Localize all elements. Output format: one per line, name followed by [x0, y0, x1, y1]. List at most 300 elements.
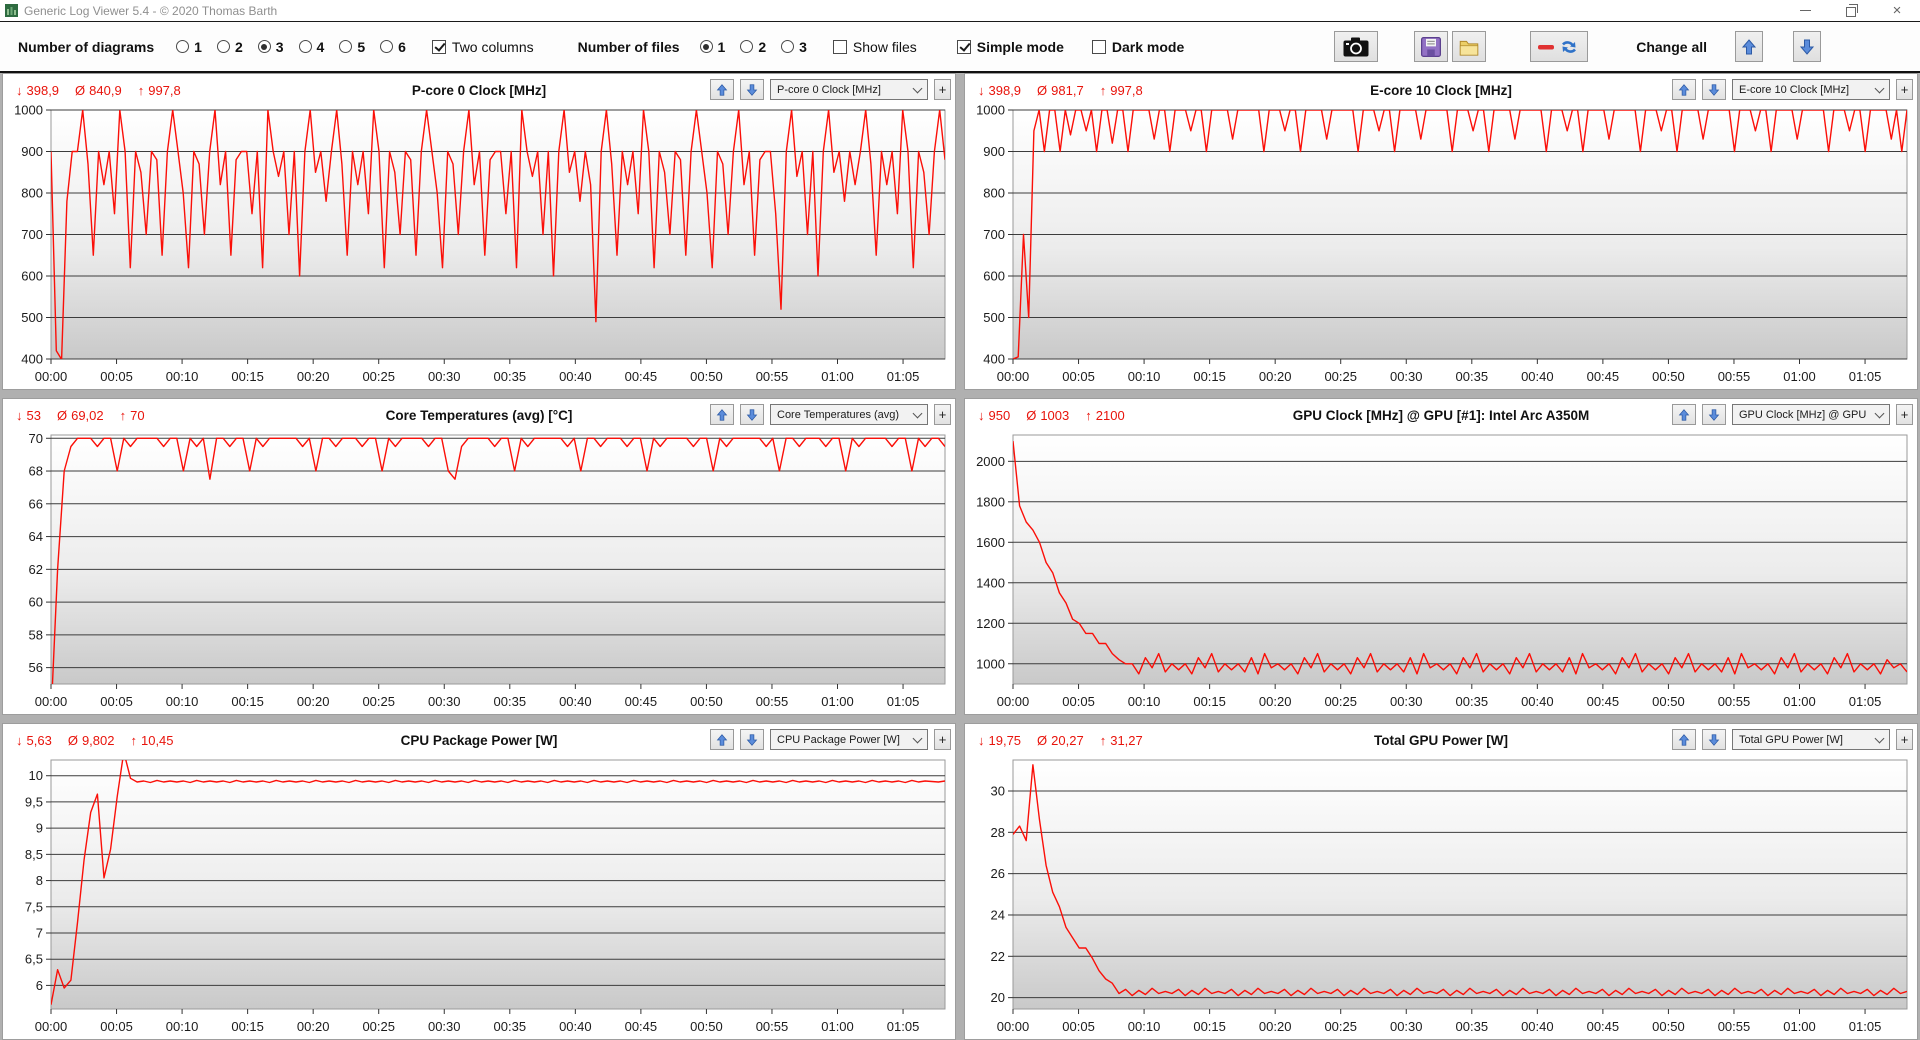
- stat-avg: 69,02: [71, 408, 104, 423]
- svg-text:00:50: 00:50: [1652, 1019, 1685, 1034]
- max-arrow-icon: ↑: [1085, 408, 1092, 423]
- chevron-down-icon: [1875, 408, 1885, 418]
- svg-text:00:00: 00:00: [34, 1019, 68, 1034]
- metric-dropdown[interactable]: [770, 729, 928, 750]
- svg-text:6,5: 6,5: [24, 951, 43, 967]
- radio-option-2[interactable]: [740, 39, 766, 55]
- svg-text:00:15: 00:15: [1193, 369, 1226, 384]
- svg-text:00:50: 00:50: [690, 694, 723, 709]
- show-files-label: Show files: [852, 38, 917, 55]
- radio-option-5[interactable]: [339, 39, 365, 55]
- svg-text:00:55: 00:55: [755, 369, 789, 384]
- radio-label: 2: [758, 38, 767, 55]
- chart-plot[interactable]: [3, 104, 955, 389]
- move-chart-up-button[interactable]: [1672, 79, 1696, 100]
- two-columns-checkbox[interactable]: [432, 39, 534, 55]
- svg-text:00:10: 00:10: [165, 694, 199, 709]
- svg-text:00:00: 00:00: [996, 369, 1030, 384]
- svg-text:00:40: 00:40: [559, 1019, 592, 1034]
- radio-icon: [380, 40, 393, 53]
- radio-label: 3: [275, 38, 284, 55]
- move-chart-up-button[interactable]: [1672, 404, 1696, 425]
- chevron-down-icon: [913, 408, 923, 418]
- svg-text:28: 28: [990, 824, 1005, 840]
- svg-text:00:20: 00:20: [1258, 694, 1292, 709]
- chart-plot[interactable]: [3, 429, 955, 714]
- svg-text:1400: 1400: [976, 575, 1005, 591]
- radio-icon: [740, 40, 753, 53]
- svg-text:900: 900: [983, 144, 1005, 159]
- simple-mode-box: [957, 40, 971, 54]
- radio-option-3[interactable]: [258, 39, 284, 55]
- svg-text:00:55: 00:55: [1717, 694, 1751, 709]
- radio-label: 3: [799, 38, 807, 55]
- move-chart-down-button[interactable]: [740, 79, 764, 100]
- svg-text:800: 800: [983, 185, 1005, 201]
- svg-text:00:30: 00:30: [427, 369, 461, 384]
- svg-text:00:05: 00:05: [100, 1019, 133, 1034]
- chart-panel: [964, 73, 1918, 390]
- svg-text:01:00: 01:00: [821, 694, 854, 709]
- svg-text:00:10: 00:10: [1127, 1019, 1161, 1034]
- move-chart-down-button[interactable]: [1702, 729, 1726, 750]
- move-down-icon: [746, 408, 758, 422]
- toolbar: [0, 22, 1920, 73]
- min-arrow-icon: ↓: [978, 408, 985, 423]
- svg-text:00:55: 00:55: [1717, 1019, 1751, 1034]
- svg-text:00:50: 00:50: [1652, 369, 1685, 384]
- svg-text:30: 30: [990, 783, 1005, 799]
- svg-text:00:45: 00:45: [624, 1019, 658, 1034]
- avg-icon: Ø: [1037, 733, 1048, 748]
- radio-icon: [258, 40, 271, 53]
- move-down-icon: [1708, 408, 1720, 422]
- stat-max: 997,8: [1110, 83, 1143, 98]
- stat-min: 398,9: [26, 83, 60, 98]
- svg-text:8: 8: [35, 873, 43, 889]
- svg-text:6: 6: [35, 977, 43, 993]
- show-files-box: [833, 40, 847, 54]
- reset-zoom-button[interactable]: [1530, 31, 1588, 62]
- radio-icon: [217, 40, 230, 53]
- chart-grid: [0, 73, 1920, 1040]
- chart-header: [3, 399, 955, 429]
- max-arrow-icon: ↑: [119, 408, 127, 423]
- chart-header: [3, 74, 955, 104]
- avg-icon: Ø: [1037, 83, 1048, 98]
- move-up-icon: [1678, 408, 1690, 422]
- max-arrow-icon: ↑: [137, 83, 145, 98]
- svg-text:00:50: 00:50: [1652, 694, 1685, 709]
- chart-plot[interactable]: [965, 429, 1917, 714]
- svg-text:00:55: 00:55: [1717, 369, 1751, 384]
- chart-controls: [1672, 729, 1913, 750]
- stat-avg: 9,802: [81, 733, 115, 748]
- svg-text:64: 64: [28, 529, 43, 545]
- svg-text:7,5: 7,5: [24, 899, 43, 915]
- svg-text:00:20: 00:20: [1258, 369, 1292, 384]
- avg-icon: Ø: [67, 733, 78, 748]
- metric-dropdown-value: E-core 10 Clock [MHz]: [1739, 83, 1850, 96]
- svg-text:00:25: 00:25: [1324, 1019, 1357, 1034]
- svg-text:00:05: 00:05: [1062, 1019, 1095, 1034]
- stat-avg: 20,27: [1051, 733, 1084, 748]
- chart-panel: [2, 723, 956, 1040]
- svg-text:00:35: 00:35: [493, 1019, 527, 1034]
- svg-text:1800: 1800: [976, 494, 1005, 510]
- svg-text:01:05: 01:05: [886, 1019, 920, 1034]
- metric-dropdown[interactable]: [1732, 729, 1890, 750]
- svg-text:00:05: 00:05: [1062, 369, 1095, 384]
- chart-title: Core Temperatures (avg) [°C]: [385, 408, 573, 423]
- svg-text:00:35: 00:35: [1455, 1019, 1489, 1034]
- svg-text:00:15: 00:15: [231, 1019, 264, 1034]
- radio-icon: [299, 40, 312, 53]
- save-icon: [1421, 37, 1441, 57]
- svg-text:00:10: 00:10: [1127, 694, 1161, 709]
- stat-avg: 1003: [1040, 408, 1070, 423]
- diagram-count-label: Number of diagrams: [18, 38, 155, 55]
- radio-label: 5: [357, 38, 366, 55]
- max-arrow-icon: ↑: [1099, 733, 1107, 748]
- move-all-down-icon: [1799, 39, 1815, 55]
- file-count-radios: [700, 39, 807, 55]
- svg-text:00:25: 00:25: [1324, 694, 1357, 709]
- chart-header: [3, 724, 955, 754]
- svg-text:00:10: 00:10: [1127, 369, 1161, 384]
- save-button[interactable]: [1414, 31, 1448, 62]
- svg-text:00:30: 00:30: [1389, 694, 1423, 709]
- chart-header: [965, 74, 1917, 104]
- radio-icon: [781, 40, 794, 53]
- svg-text:9: 9: [35, 820, 43, 836]
- chart-panel: [964, 398, 1918, 715]
- change-all-up-button[interactable]: [1735, 31, 1763, 62]
- svg-text:60: 60: [28, 594, 43, 610]
- chart-header: [965, 724, 1917, 754]
- svg-text:900: 900: [21, 144, 43, 159]
- svg-text:22: 22: [990, 948, 1005, 964]
- svg-text:00:20: 00:20: [296, 1019, 330, 1034]
- svg-text:00:55: 00:55: [755, 694, 789, 709]
- svg-text:00:35: 00:35: [1455, 694, 1489, 709]
- radio-label: 2: [234, 38, 243, 55]
- svg-text:00:40: 00:40: [1521, 369, 1554, 384]
- svg-text:00:45: 00:45: [1586, 1019, 1620, 1034]
- svg-text:01:00: 01:00: [821, 1019, 854, 1034]
- move-up-icon: [716, 408, 728, 422]
- metric-dropdown[interactable]: [770, 79, 928, 100]
- stat-avg: 981,7: [1051, 83, 1084, 98]
- stat-max: 997,8: [148, 83, 181, 98]
- radio-icon: [339, 40, 352, 53]
- metric-dropdown-value: GPU Clock [MHz] @ GPU: [1739, 408, 1867, 421]
- radio-option-1[interactable]: [176, 39, 202, 55]
- simple-mode-label: Simple mode: [976, 38, 1064, 55]
- chart-plot[interactable]: [965, 104, 1917, 389]
- svg-text:600: 600: [21, 268, 43, 284]
- svg-text:00:30: 00:30: [427, 1019, 461, 1034]
- add-metric-button[interactable]: +: [934, 729, 951, 750]
- min-arrow-icon: ↓: [978, 733, 985, 748]
- svg-text:400: 400: [21, 351, 43, 367]
- svg-text:70: 70: [28, 430, 43, 446]
- open-file-button[interactable]: [1452, 31, 1486, 62]
- dark-mode-label: Dark mode: [1111, 38, 1185, 55]
- chart-title: P-core 0 Clock [MHz]: [411, 83, 547, 98]
- chevron-down-icon: [1875, 83, 1885, 93]
- chart-header: [965, 399, 1917, 429]
- svg-text:58: 58: [28, 627, 43, 643]
- svg-text:00:15: 00:15: [231, 369, 264, 384]
- stat-max: 70: [130, 408, 145, 423]
- svg-text:00:25: 00:25: [362, 694, 395, 709]
- svg-text:00:05: 00:05: [100, 369, 133, 384]
- stat-min: 19,75: [988, 733, 1022, 748]
- add-metric-button[interactable]: +: [1896, 729, 1913, 750]
- svg-text:00:15: 00:15: [1193, 694, 1226, 709]
- svg-text:00:45: 00:45: [624, 694, 658, 709]
- svg-text:01:05: 01:05: [886, 369, 920, 384]
- svg-text:01:00: 01:00: [1783, 694, 1816, 709]
- avg-icon: Ø: [75, 83, 86, 98]
- svg-text:68: 68: [28, 463, 43, 479]
- svg-text:00:40: 00:40: [559, 694, 592, 709]
- svg-text:00:30: 00:30: [427, 694, 461, 709]
- svg-text:00:35: 00:35: [1455, 369, 1489, 384]
- svg-text:00:25: 00:25: [362, 369, 395, 384]
- move-chart-up-button[interactable]: [710, 729, 734, 750]
- svg-text:700: 700: [983, 227, 1005, 242]
- svg-text:00:15: 00:15: [231, 694, 264, 709]
- svg-text:00:10: 00:10: [165, 369, 199, 384]
- show-files-checkbox[interactable]: [833, 39, 917, 55]
- svg-text:00:40: 00:40: [559, 369, 592, 384]
- chevron-down-icon: [913, 733, 923, 743]
- chevron-down-icon: [913, 83, 923, 93]
- move-up-icon: [1678, 83, 1690, 97]
- move-chart-up-button[interactable]: [710, 404, 734, 425]
- svg-text:00:20: 00:20: [296, 369, 330, 384]
- svg-text:00:05: 00:05: [1062, 694, 1095, 709]
- svg-text:7: 7: [35, 925, 43, 941]
- move-all-up-icon: [1741, 39, 1757, 55]
- svg-text:00:00: 00:00: [996, 694, 1030, 709]
- chart-panel: [2, 398, 956, 715]
- svg-text:24: 24: [990, 907, 1005, 923]
- radio-label: 6: [398, 38, 406, 55]
- title-bar: [0, 0, 1920, 22]
- svg-text:20: 20: [990, 990, 1005, 1006]
- svg-text:01:00: 01:00: [1783, 369, 1816, 384]
- svg-text:01:00: 01:00: [821, 369, 854, 384]
- chart-title: CPU Package Power [W]: [400, 733, 558, 748]
- reset-zoom-icon: [1537, 38, 1581, 56]
- svg-text:00:30: 00:30: [1389, 369, 1423, 384]
- move-up-icon: [716, 733, 728, 747]
- radio-option-3[interactable]: [781, 39, 807, 55]
- move-chart-down-button[interactable]: [740, 404, 764, 425]
- screenshot-button[interactable]: [1334, 31, 1378, 62]
- metric-dropdown-value: P-core 0 Clock [MHz]: [777, 83, 881, 96]
- close-button[interactable]: [1874, 0, 1920, 21]
- radio-icon: [176, 40, 189, 53]
- move-down-icon: [746, 733, 758, 747]
- radio-label: 4: [316, 38, 325, 55]
- chart-controls: [710, 729, 951, 750]
- dark-mode-checkbox[interactable]: [1092, 39, 1184, 55]
- radio-option-2[interactable]: [217, 39, 243, 55]
- radio-option-4[interactable]: [299, 39, 325, 55]
- chart-title: E-core 10 Clock [MHz]: [1370, 83, 1512, 98]
- metric-dropdown[interactable]: [1732, 79, 1890, 100]
- chart-title: Total GPU Power [W]: [1374, 733, 1508, 748]
- svg-text:1000: 1000: [14, 104, 43, 118]
- max-arrow-icon: ↑: [1099, 83, 1107, 98]
- file-count-label: Number of files: [577, 38, 680, 55]
- svg-text:56: 56: [28, 660, 43, 676]
- svg-text:66: 66: [28, 496, 43, 512]
- two-columns-box: [432, 40, 446, 54]
- svg-text:2000: 2000: [976, 453, 1005, 469]
- window-title: Generic Log Viewer 5.4 - © 2020 Thomas Barth: [24, 3, 278, 18]
- move-chart-down-button[interactable]: [1702, 404, 1726, 425]
- svg-text:9,5: 9,5: [24, 794, 43, 810]
- stat-min: 5,63: [26, 733, 52, 748]
- change-all-down-button[interactable]: [1793, 31, 1821, 62]
- chart-controls: [710, 79, 951, 100]
- diagram-count-radios: [176, 39, 406, 55]
- stat-max: 31,27: [1110, 733, 1143, 748]
- chart-controls: [710, 404, 951, 425]
- stat-min: 398,9: [988, 83, 1022, 98]
- radio-label: 1: [194, 38, 202, 55]
- svg-text:00:00: 00:00: [34, 694, 68, 709]
- camera-icon: [1343, 37, 1369, 57]
- svg-text:00:50: 00:50: [690, 369, 723, 384]
- chart-title: GPU Clock [MHz] @ GPU [#1]: Intel Arc A350M: [1292, 408, 1590, 423]
- svg-text:00:20: 00:20: [296, 694, 330, 709]
- svg-text:00:00: 00:00: [996, 1019, 1030, 1034]
- svg-text:8,5: 8,5: [24, 846, 43, 862]
- stat-avg: 840,9: [89, 83, 122, 98]
- svg-text:62: 62: [28, 561, 43, 577]
- metric-dropdown[interactable]: [770, 404, 928, 425]
- svg-text:00:40: 00:40: [1521, 694, 1554, 709]
- minimize-button[interactable]: [1782, 0, 1828, 21]
- svg-text:00:00: 00:00: [34, 369, 68, 384]
- svg-text:1200: 1200: [976, 615, 1005, 631]
- svg-text:00:40: 00:40: [1521, 1019, 1554, 1034]
- max-arrow-icon: ↑: [130, 733, 137, 748]
- add-metric-button[interactable]: +: [934, 79, 951, 100]
- move-chart-up-button[interactable]: [1672, 729, 1696, 750]
- move-chart-down-button[interactable]: [1702, 79, 1726, 100]
- svg-text:01:00: 01:00: [1783, 1019, 1816, 1034]
- app-icon: [5, 4, 18, 17]
- stat-min: 950: [988, 408, 1011, 423]
- chevron-down-icon: [1875, 733, 1885, 743]
- chart-panel: [2, 73, 956, 390]
- add-metric-button[interactable]: +: [1896, 404, 1913, 425]
- move-up-icon: [716, 83, 728, 97]
- svg-text:00:20: 00:20: [1258, 1019, 1292, 1034]
- move-chart-up-button[interactable]: [710, 79, 734, 100]
- svg-text:00:35: 00:35: [493, 369, 527, 384]
- avg-icon: Ø: [1026, 408, 1037, 423]
- simple-mode-checkbox[interactable]: [957, 39, 1064, 55]
- radio-option-1[interactable]: [700, 39, 726, 55]
- svg-text:800: 800: [21, 185, 43, 201]
- add-metric-button[interactable]: +: [1896, 79, 1913, 100]
- move-down-icon: [746, 83, 758, 97]
- chart-plot[interactable]: [3, 754, 955, 1039]
- svg-text:00:45: 00:45: [1586, 694, 1620, 709]
- chart-controls: [1672, 79, 1913, 100]
- min-arrow-icon: ↓: [16, 733, 23, 748]
- svg-text:00:25: 00:25: [1324, 369, 1357, 384]
- svg-text:01:05: 01:05: [1848, 1019, 1882, 1034]
- minimize-icon: [1800, 10, 1811, 11]
- metric-dropdown-value: Core Temperatures (avg): [777, 408, 900, 421]
- min-arrow-icon: ↓: [16, 408, 23, 423]
- move-down-icon: [1708, 83, 1720, 97]
- chart-controls: [1672, 404, 1913, 425]
- change-all-label: Change all: [1636, 38, 1708, 55]
- svg-text:00:15: 00:15: [1193, 1019, 1226, 1034]
- move-down-icon: [1708, 733, 1720, 747]
- restore-icon: [1846, 7, 1856, 17]
- open-folder-icon: [1459, 38, 1479, 56]
- svg-text:01:05: 01:05: [1848, 694, 1882, 709]
- min-arrow-icon: ↓: [16, 83, 23, 98]
- svg-text:00:50: 00:50: [690, 1019, 723, 1034]
- svg-text:1000: 1000: [976, 656, 1005, 672]
- svg-text:00:05: 00:05: [100, 694, 133, 709]
- svg-text:400: 400: [983, 351, 1005, 367]
- restore-button[interactable]: [1828, 0, 1874, 21]
- move-chart-down-button[interactable]: [740, 729, 764, 750]
- svg-text:1000: 1000: [976, 104, 1005, 118]
- chart-panel: [964, 723, 1918, 1040]
- svg-text:00:30: 00:30: [1389, 1019, 1423, 1034]
- svg-text:00:55: 00:55: [755, 1019, 789, 1034]
- stat-min: 53: [26, 408, 41, 423]
- stat-max: 10,45: [140, 733, 174, 748]
- svg-text:500: 500: [21, 310, 43, 325]
- close-icon: ×: [1892, 2, 1902, 19]
- svg-text:500: 500: [983, 310, 1005, 325]
- dark-mode-box: [1092, 40, 1106, 54]
- chart-plot[interactable]: [965, 754, 1917, 1039]
- svg-text:600: 600: [983, 268, 1005, 284]
- svg-text:10: 10: [28, 768, 43, 784]
- svg-text:00:45: 00:45: [624, 369, 658, 384]
- add-metric-button[interactable]: +: [934, 404, 951, 425]
- two-columns-label: Two columns: [451, 38, 534, 55]
- min-arrow-icon: ↓: [978, 83, 985, 98]
- svg-text:1600: 1600: [976, 534, 1005, 550]
- move-up-icon: [1678, 733, 1690, 747]
- svg-text:00:45: 00:45: [1586, 369, 1620, 384]
- svg-text:26: 26: [990, 866, 1005, 882]
- svg-text:01:05: 01:05: [886, 694, 920, 709]
- metric-dropdown-value: Total GPU Power [W]: [1739, 733, 1843, 746]
- svg-text:700: 700: [21, 227, 43, 242]
- stat-max: 2100: [1095, 408, 1125, 423]
- radio-option-6[interactable]: [380, 39, 406, 55]
- metric-dropdown[interactable]: [1732, 404, 1890, 425]
